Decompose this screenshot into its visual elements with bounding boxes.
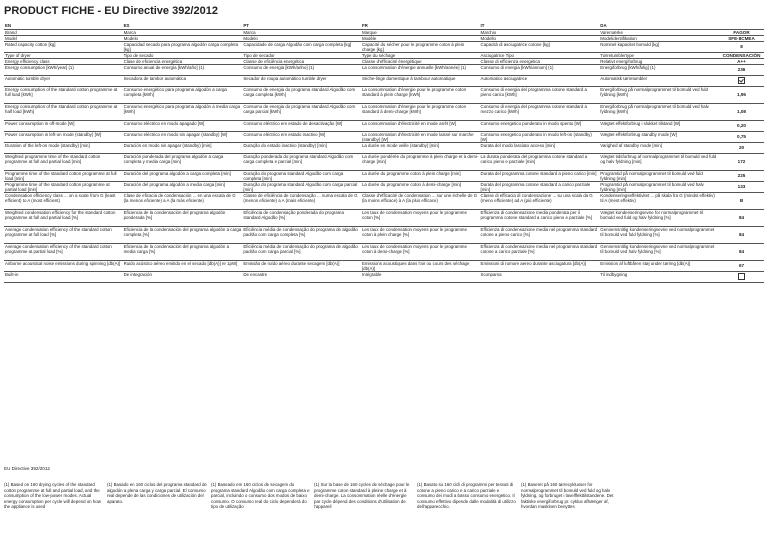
table-cell: Capacidad secado para programa algodón carga completa [kg] bbox=[123, 41, 243, 52]
table-cell: Les taux de condensation moyens pour le programme coton [%] bbox=[361, 209, 480, 226]
table-cell: Model bbox=[4, 35, 123, 41]
table-row bbox=[4, 181, 764, 192]
language-header: IT bbox=[480, 23, 600, 29]
table-cell: Automatic tumble dryer bbox=[4, 75, 123, 86]
value-cell: 172 bbox=[719, 153, 764, 170]
table-cell: Energiforbrug [kWh/årlig] (1) bbox=[599, 64, 719, 75]
table-cell: Classe d'efficacité de condensation ... sur une échelle de G (la moins efficace) à A (la plus efficace) bbox=[361, 192, 480, 209]
table-cell: Classe de eficiência energética bbox=[242, 58, 361, 64]
value-cell: 67 bbox=[719, 260, 764, 271]
table-cell: Gennemsnitlig kondenseringsevne ved normalprogrammet til bomuld ved halv fyldning [%] bbox=[599, 243, 719, 260]
footnote-da: (1) Baseret på 160 tørrecyklusser for normalprogrammet til bomuld ved fuld og halv fyldning, og forbruget i lavelffekttilstandene. Det faktiske energiforbrug pr. cyklus afhænger af, hvordan maskinen benyttes bbox=[521, 482, 614, 510]
table-cell: Programme time of the standard cotton programme at full load [min] bbox=[4, 170, 123, 181]
table-cell: La durée du programme coton à plein charge [min] bbox=[361, 170, 480, 181]
value-cell: 0,20 bbox=[719, 120, 764, 131]
table-row bbox=[4, 41, 764, 52]
table-row bbox=[4, 86, 764, 103]
table-cell: Eficiencia de la condensación del programa algodón a media carga [%] bbox=[123, 243, 243, 260]
table-cell: Modelo bbox=[242, 35, 361, 41]
table-cell: Marca bbox=[242, 29, 361, 35]
table-row bbox=[4, 142, 764, 153]
table-cell: Airborne acoustical noise emissions during spinning [db(A)] bbox=[4, 260, 123, 271]
table-cell: Varighed af standby mode [min] bbox=[599, 142, 719, 153]
table-row bbox=[4, 170, 764, 181]
table-cell: Sconparsa bbox=[480, 271, 600, 282]
table-row bbox=[4, 192, 764, 209]
table-cell: Marque bbox=[361, 29, 480, 35]
table-cell: Built-in bbox=[4, 271, 123, 282]
table-cell: Duration of the left-on mode (standby) [min] bbox=[4, 142, 123, 153]
table-cell: Power consumption in left-on mode (standby) [W] bbox=[4, 131, 123, 142]
table-cell: Les taux de condensation moyens pour le programme coton à demi-charge [%] bbox=[361, 243, 480, 260]
table-cell: La durée du programme coton à demi-charge [min] bbox=[361, 181, 480, 192]
value-cell bbox=[719, 75, 764, 86]
table-cell: Eficiencia de la condensación del programa algodón a carga completa [%] bbox=[123, 226, 243, 243]
table-cell: Duración en modo sin apagar (standby) [min] bbox=[123, 142, 243, 153]
table-cell: Consumo eléctrico em estado de desactivação [W] bbox=[242, 120, 361, 131]
footnote-pt: (1) Baseado em 160 ciclos de secagem do programa standard Algodão com carga completa e parcial, incluindo o consumo dos modos de baixo consumo. O consumo real do ciclo dependerá do tipo de utilização bbox=[211, 482, 310, 510]
table-cell: Rated capacity cotton [kg] bbox=[4, 41, 123, 52]
table-cell: Energy efficiency class bbox=[4, 58, 123, 64]
value-cell: 236 bbox=[719, 64, 764, 75]
table-cell: Nominel kapacitet bomuld [kg] bbox=[599, 41, 719, 52]
table-cell: Til indbygning bbox=[599, 271, 719, 282]
product-fiche-table bbox=[4, 23, 764, 283]
language-header: ES bbox=[123, 23, 243, 29]
table-cell: Duração do programa standard Algodão com carga completa [min] bbox=[242, 170, 361, 181]
table-cell: Ruido acústico aéreo emitido en el secado [db(A)] re 1pW] bbox=[123, 260, 243, 271]
table-cell: Condensation efficiency class ... on a scale from G (least efficient) to A (most efficient) bbox=[4, 192, 123, 209]
table-cell: De integración bbox=[123, 271, 243, 282]
table-cell: Clase de eficiencia energética bbox=[123, 58, 243, 64]
table-cell: Emissions acoustiques dans l'air ou cours des séchage [db(A)] bbox=[361, 260, 480, 271]
table-cell: Consumo di energia [kWh/annum] (1) bbox=[480, 64, 600, 75]
table-cell: Efficienza di condensazione media nel programma standard cotone a pieno carico [%] bbox=[480, 226, 600, 243]
table-cell: Consumo di energia del programma cotone standard a mezzo carico [kWh] bbox=[480, 103, 600, 120]
table-cell: La consommation d'énergie annuelle [kWh/année] (1) bbox=[361, 64, 480, 75]
table-cell: Energy consumption of the standard cotton programme at full load [kWh] bbox=[4, 86, 123, 103]
value-cell bbox=[719, 271, 764, 282]
table-cell: Consumo eléctrico en modo apagado [W] bbox=[123, 120, 243, 131]
table-cell: Vægtet effektforbrug i slukket tilstand [W] bbox=[599, 120, 719, 131]
checkbox-checked-icon bbox=[738, 77, 745, 84]
value-cell: 0,75 bbox=[719, 131, 764, 142]
value-cell: 20 bbox=[719, 142, 764, 153]
table-cell: Classe d'efficacité énergétique bbox=[361, 58, 480, 64]
table-cell: Eficiência média de condensação do programa de algodão padrão com carga completa [%] bbox=[242, 226, 361, 243]
table-cell: Eficiência média de condensação do programa de algodão padrão com carga parcial [%] bbox=[242, 243, 361, 260]
table-cell: Brand bbox=[4, 29, 123, 35]
table-cell: La consommation d'électricité en mode laissé sur marche (standby) [W] bbox=[361, 131, 480, 142]
value-cell: 133 bbox=[719, 181, 764, 192]
table-cell: Duración del programa algodón a media carga [min] bbox=[123, 181, 243, 192]
page-title: PRODUCT FICHE - EU Directive 392/2012 bbox=[4, 5, 218, 17]
table-cell: La consommation d'électricité en mode arrêt [W] bbox=[361, 120, 480, 131]
table-cell: Consumo eléctrico en modo sin apagar (standby) [W] bbox=[123, 131, 243, 142]
table-cell: Vægtet tidsforbrug af normalprogrammet til bomuld ved fuld og halv fyldning [min] bbox=[599, 153, 719, 170]
table-cell: Tipo de secador bbox=[242, 52, 361, 58]
table-cell: Energy consumption [kWh/year] (1) bbox=[4, 64, 123, 75]
table-cell: Programme time of the standard cotton programme at partial load [min] bbox=[4, 181, 123, 192]
footnote-title: EU Directive 392/2012 bbox=[4, 466, 50, 471]
table-cell: Consumo energético para programa algodón a carga completa [kWh] bbox=[123, 86, 243, 103]
table-cell: Varemærke bbox=[599, 29, 719, 35]
table-cell: Kondenseringseffektivitet ... på skala fra G (mindst effektiv) til A (mest effektiv) bbox=[599, 192, 719, 209]
table-cell: Duración del programa algodón a carga completa [min] bbox=[123, 170, 243, 181]
table-cell: Duración ponderada del programa algodón a carga completa y media carga [min] bbox=[123, 153, 243, 170]
table-cell: Secador de roupa automático tumble dryer bbox=[242, 75, 361, 86]
table-cell: Energy consumption of the standard cotton programme at half load [kWh] bbox=[4, 103, 123, 120]
table-cell: Consumo eléctrico em estado inactivo [W] bbox=[242, 131, 361, 142]
table-cell: Weighted condensation efficiency for the standard cotton programme at full and partial load [%] bbox=[4, 209, 123, 226]
table-cell: Energiforbrug på normalprogrammet til bomuld ved halv fyldning [kWh] bbox=[599, 103, 719, 120]
table-cell: Consumo de energia do programa standard Algodão com carga completa [kWh] bbox=[242, 86, 361, 103]
table-cell: Secadora de tambor automática bbox=[123, 75, 243, 86]
table-cell: Consumo energetico ponderato in modo left-on (standby) [W] bbox=[480, 131, 600, 142]
table-cell: Classe di efficacia di condensazione ... su una scala da G (meno efficiente) ad A (più efficiente) bbox=[480, 192, 600, 209]
table-cell: La durée en mode veille (standby) [min] bbox=[361, 142, 480, 153]
table-cell: Tipo de secado bbox=[123, 52, 243, 58]
table-cell: Classe di efficienza energetica bbox=[480, 58, 600, 64]
table-cell: Duração ponderada do programa standard Algodão com carga completa e parcial [min] bbox=[242, 153, 361, 170]
table-row bbox=[4, 131, 764, 142]
table-cell: Les taux de condensation moyens pour le programme coton à plein charge [%] bbox=[361, 226, 480, 243]
language-header: FR bbox=[361, 23, 480, 29]
checkbox-empty-icon bbox=[738, 273, 745, 280]
value-cell: 84 bbox=[719, 243, 764, 260]
table-cell: Weighted programme time of the standard cotton programme at full and partial load [min] bbox=[4, 153, 123, 170]
table-row bbox=[4, 153, 764, 170]
table-cell: Capacidade de carga Algodão com carga completa [kg] bbox=[242, 41, 361, 52]
table-cell: Energiforbrug på normalprogrammet til bomuld ved fuld fyldning [kWh] bbox=[599, 86, 719, 103]
table-cell: La consommation d'énergie pour le programme coton standard à plein charge [kWh] bbox=[361, 86, 480, 103]
table-cell: Modello bbox=[480, 35, 600, 41]
table-cell: Vægtet effektforbrug standby mode [W] bbox=[599, 131, 719, 142]
footnote-es: (1) Basado en 160 ciclos del programa standard de algodón a plena carga y carga parcial. El consumo real depende de las condiciones de utilización del aparato. bbox=[107, 482, 207, 504]
table-cell: Automatisk tørretumbler bbox=[599, 75, 719, 86]
table-cell: Relativt energiforbrug bbox=[599, 58, 719, 64]
table-cell: Vægtet kondenseringsevne for normalprogrammet til bomuld ved fuld og halv fyldning [%] bbox=[599, 209, 719, 226]
table-cell: Power consumption in off-mode [W] bbox=[4, 120, 123, 131]
value-cell: FAGOR bbox=[719, 29, 764, 35]
table-row bbox=[4, 226, 764, 243]
value-cell: 84 bbox=[719, 226, 764, 243]
table-cell: Modelidentifikation bbox=[599, 35, 719, 41]
table-row bbox=[4, 103, 764, 120]
table-cell: Marchio bbox=[480, 29, 600, 35]
language-header: DA bbox=[599, 23, 719, 29]
table-cell: Modèle bbox=[361, 35, 480, 41]
table-row bbox=[4, 271, 764, 282]
table-cell: Programtid på normalprogrammet til bomuld ved halv fyldning [min] bbox=[599, 181, 719, 192]
table-cell: De encastre bbox=[242, 271, 361, 282]
table-cell: Clase de eficacia de condensación ... en una escala de G (la menos eficiente) a A (la más eficiente) bbox=[123, 192, 243, 209]
table-cell: Marca bbox=[123, 29, 243, 35]
language-header: EN bbox=[4, 23, 123, 29]
table-cell: Emissioni di rumore aereo durante asciugatura [db(A)] bbox=[480, 260, 600, 271]
table-row bbox=[4, 243, 764, 260]
table-cell: Asciugatrice Tipo bbox=[480, 52, 600, 58]
table-row bbox=[4, 120, 764, 131]
table-cell: Classe de eficiência de condensação ... numa escala de G (menos eficiente) a A (mais eficiente) bbox=[242, 192, 361, 209]
value-cell: 1,08 bbox=[719, 103, 764, 120]
table-cell: Capacità di asciugatrice cotone [kg] bbox=[480, 41, 600, 52]
footnote-it: (1) Basato su 160 cicli di programmi per tessuti di cotone a pieno carico e a carico parziale e consumo dei modi a basso consumo energetico. Il consumo effettivo dipende dalle modalità di utilizzo dell'apparecchio. bbox=[417, 482, 516, 510]
table-row bbox=[4, 75, 764, 86]
table-cell: Durata del modo lasciato acceso [min] bbox=[480, 142, 600, 153]
footnote-en: (1) Based on 160 drying cycles of the standard cotton programme at full and partial load, and the consumption of the low-power modes. Actual energy consumption per cycle will depend on how the appliance is used bbox=[4, 482, 101, 510]
table-cell: Capacité du sécher pour le programme coton à plein charge [kg] bbox=[361, 41, 480, 52]
table-cell: Consumo energetico ponderato in modo spento [W] bbox=[480, 120, 600, 131]
table-cell: Eficiência de condensação ponderada do programa standard Algodão [%] bbox=[242, 209, 361, 226]
value-cell: B bbox=[719, 192, 764, 209]
table-row bbox=[4, 64, 764, 75]
table-cell: Modelo bbox=[123, 35, 243, 41]
table-cell: Programtid på normalprogrammet til bomuld ved fuld fyldning [min] bbox=[599, 170, 719, 181]
table-cell: Type of dryer bbox=[4, 52, 123, 58]
value-cell: 84 bbox=[719, 209, 764, 226]
table-cell: Tørretumblertype bbox=[599, 52, 719, 58]
table-row bbox=[4, 260, 764, 271]
table-cell: Type du séchage bbox=[361, 52, 480, 58]
table-cell: Intégrable bbox=[361, 271, 480, 282]
table-cell: Duração do programa standard Algodão com carga parcial [min] bbox=[242, 181, 361, 192]
footnote-fr: (1) Sur la base de 160 cycles de séchage pour le programme coton standard à pleine charge et à demi-charge. La consommation réelle d'énergie par cycle dépend des conditions d'utilisation de l'appareil bbox=[314, 482, 410, 510]
table-row bbox=[4, 209, 764, 226]
table-cell: Emission af luftbåren støj under tørring [db(A)] bbox=[599, 260, 719, 271]
table-cell: Efficienza di condensazione media ponderata per il programma cotone standard a carico pieno e parziale [%] bbox=[480, 209, 600, 226]
table-cell: Average condensation efficiency of the standard cotton programme at partial load [%] bbox=[4, 243, 123, 260]
table-cell: Consumo de energia [kWh/anho] (1) bbox=[242, 64, 361, 75]
table-cell: Consumo energético para programa algodón a media carga [kWh] bbox=[123, 103, 243, 120]
table-cell: Durata del programma cotone standard a carico parziale [min] bbox=[480, 181, 600, 192]
table-cell: Duração do estado inactivo (standby) [min] bbox=[242, 142, 361, 153]
table-cell: La durée pondérée du programme à plein charge et à demi-charge [min] bbox=[361, 153, 480, 170]
table-cell: Sèche-linge domestique à tambour automatique bbox=[361, 75, 480, 86]
table-cell: Consumo di energia del programma cotone standard a pieno carico [kWh] bbox=[480, 86, 600, 103]
table-cell: Average condensation efficiency of the standard cotton programme at full load [%] bbox=[4, 226, 123, 243]
value-cell: SFE-8CMEA bbox=[719, 35, 764, 41]
value-cell: CONDENSACIÓN bbox=[719, 52, 764, 58]
value-cell: A++ bbox=[719, 58, 764, 64]
table-cell: Gennemsnitlig kondenseringsevne ved normalprogrammet til bomuld ved fuld fyldning [%] bbox=[599, 226, 719, 243]
table-cell: La consommation d'énergie pour le programme coton standard à demi-charge [kWh] bbox=[361, 103, 480, 120]
table-cell: Consumo anual de energía [kWh/año] (1) bbox=[123, 64, 243, 75]
table-cell: Efficienza di condensazione media nel programma standard cotone a carico parziale [%] bbox=[480, 243, 600, 260]
table-cell: Durata del programma cotone standard a pieno carico [min] bbox=[480, 170, 600, 181]
table-cell: La durata ponderata del programma cotone standard a carico pieno e parziale [min] bbox=[480, 153, 600, 170]
table-cell: Emissão de ruído aéreo durante secagem [db(A)] bbox=[242, 260, 361, 271]
value-cell: 8 bbox=[719, 41, 764, 52]
table-cell: Consumo de energia do programa standard Algodão com carga parcial [kWh] bbox=[242, 103, 361, 120]
language-header: PT bbox=[242, 23, 361, 29]
value-cell: 1,95 bbox=[719, 86, 764, 103]
table-cell: Automatico asciugatrice bbox=[480, 75, 600, 86]
value-cell: 225 bbox=[719, 170, 764, 181]
table-cell: Eficiencia de la condensación del programa algodón ponderada [%] bbox=[123, 209, 243, 226]
